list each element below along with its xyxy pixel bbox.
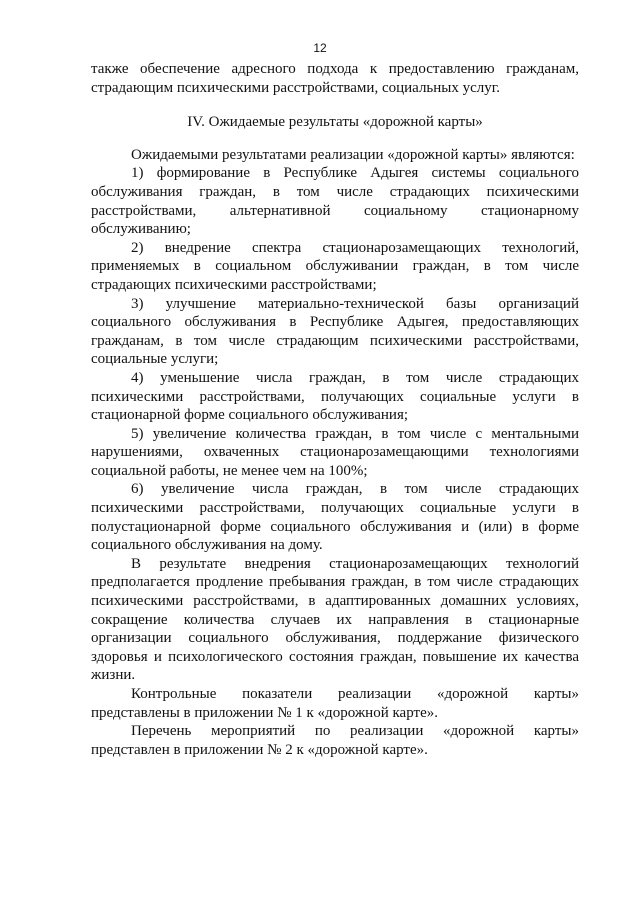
result-item-1: 1) формирование в Республике Адыгея системы социального обслуживания граждан, в том числе страдающих психическими расстройствами, альтернативной социальному стационарному обслуживанию; xyxy=(91,165,579,238)
result-item-4: 4) уменьшение числа граждан, в том числе страдающих психическими расстройствами, получающих социальные услуги в стационарной форме социального обслуживания; xyxy=(91,369,579,424)
section-heading: IV. Ожидаемые результаты «дорожной карты» xyxy=(187,114,483,131)
appendix-1-note: Контрольные показатели реализации «дорожной карты» представлены в приложении № 1 к «дорожной карте». xyxy=(91,686,579,721)
result-item-3: 3) улучшение материально-технической базы организаций социального обслуживания в Республике Адыгея, предоставляющих гражданам, в том числе страдающим психическими расстройствами, социальные услуги; xyxy=(91,295,579,368)
document-body xyxy=(91,60,579,759)
page-number: 12 xyxy=(313,41,327,55)
appendix-2-note: Перечень мероприятий по реализации «дорожной карты» представлен в приложении № 2 к «дорожной карте». xyxy=(91,723,579,758)
intro-paragraph: также обеспечение адресного подхода к предоставлению гражданам, страдающим психическими расстройствами, социальных услуг. xyxy=(91,61,579,96)
result-item-5: 5) увеличение количества граждан, в том числе с ментальными нарушениями, охваченных стационарозамещающими технологиями социальной работы, не менее чем на 100%; xyxy=(91,425,579,479)
result-item-2: 2) внедрение спектра стационарозамещающих технологий, применяемых в социальном обслуживании граждан, в том числе страдающих психическими расстройствами; xyxy=(91,239,579,293)
result-paragraph: В результате внедрения стационарозамещающих технологий предполагается продление пребывания граждан, в том числе страдающих психическими расстройствами, в адаптированных домашних условиях, сокращение количества случаев их направления в стационарные организации социального обслуживания, поддержание физического здоровья и психологического состояния граждан, повышение их качества жизни. xyxy=(91,555,579,684)
results-lead: Ожидаемыми результатами реализации «дорожной карты» являются: xyxy=(131,146,575,163)
result-item-6: 6) увеличение числа граждан, в том числе страдающих психическими расстройствами, получающих социальные услуги в полустационарной форме социального обслуживания и (или) в форме социального обслуживания на дому. xyxy=(91,481,579,554)
